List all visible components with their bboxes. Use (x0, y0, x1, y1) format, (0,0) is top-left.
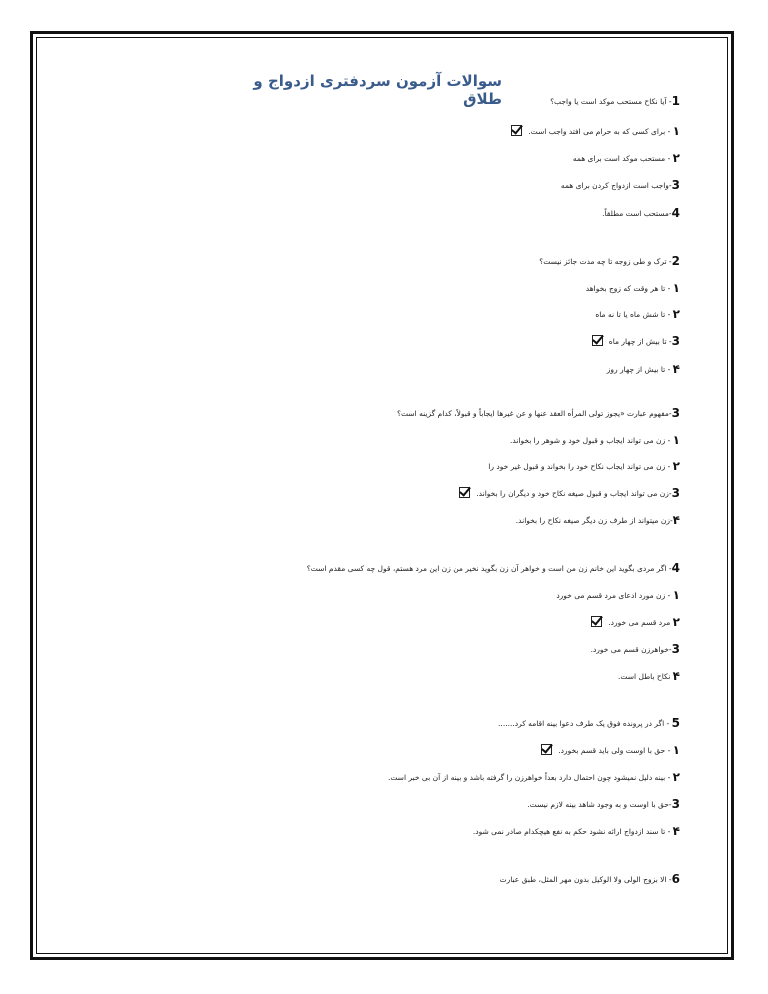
question-6-number: 6 (671, 872, 680, 886)
question-2-option-2 (595, 307, 680, 322)
question-3 (397, 406, 680, 421)
question-5-option-4-number: ۴ (672, 824, 680, 838)
question-5-option-3-number: 3 (671, 797, 680, 811)
question-6 (500, 872, 680, 887)
question-3-option-4 (516, 513, 680, 528)
question-1-option-4 (602, 206, 680, 221)
question-5-option-3-text: -حق با اوست و به وجود شاهد بینه لازم نیست. (527, 800, 672, 809)
question-3-option-1-text: - زن می تواند ایجاب و قبول خود و شوهر را بخواند. (510, 436, 673, 445)
question-3-option-3-text: -زن می تواند ایجاب و قبول صیغه نکاح خود و دیگران را بخواند. (476, 489, 672, 498)
question-1-option-1-text: - برای کسی که به حرام می افتد واجب است. (528, 127, 673, 136)
question-1-option-2-number: ۲ (672, 151, 680, 165)
question-2-option-2-number: ۲ (672, 307, 680, 321)
question-4-option-3 (591, 642, 680, 657)
question-5-option-1 (541, 743, 680, 758)
question-2-text: - ترک و طی زوجه تا چه مدت جائز نیست؟ (539, 257, 672, 266)
question-3-option-3 (459, 486, 680, 501)
question-4 (307, 561, 680, 576)
question-5-option-4-text: - تا سند ازدواج ارائه نشود حکم به نفع هیچکدام صادر نمی شود. (472, 827, 673, 836)
question-1-option-4-number: 4 (671, 206, 680, 220)
question-5-text: - اگر در پرونده فوق یک طرف دعوا بینه اقامه کرد....... (498, 719, 672, 728)
checkbox-checked-icon (541, 744, 552, 755)
question-4-number: 4 (671, 561, 680, 575)
question-3-text: -مفهوم عبارت «یجوز تولی المرأه العقد عنها و عن غیرها ایجاباً و قبولاً، کدام گزینه است؟ (397, 409, 672, 418)
question-3-option-2-text: - زن می تواند ایجاب نکاح خود را بخواند و قبول غیر خود را (488, 462, 673, 471)
question-2-option-2-text: - تا شش ماه یا تا نه ماه (595, 310, 673, 319)
checkbox-checked-icon (592, 335, 603, 346)
question-1-option-4-text: -مستحب است مطلقاً. (602, 209, 672, 218)
question-4-option-3-text: -خواهرزن قسم می خورد. (590, 645, 672, 654)
question-2-option-3-number: 3 (671, 334, 680, 348)
document-title: سوالات آزمون سردفتری ازدواج و طلاق (253, 72, 502, 108)
question-1-option-1 (511, 124, 680, 139)
question-4-text: - اگر مردی بگوید این خانم زن من است و خواهر آن زن بگوید نخیر من زن این مرد هستم، قول چه کسی مقدم است؟ (306, 564, 672, 573)
question-4-option-2-number: ۲ (672, 615, 680, 629)
question-4-option-4-text: نکاح باطل است. (618, 672, 673, 681)
question-2-option-1-number: ۱ (672, 281, 680, 295)
question-1-option-3 (561, 178, 680, 193)
question-2-option-3 (592, 334, 680, 349)
question-4-option-2-text: مرد قسم می خورد. (608, 618, 673, 627)
question-1-text: - آیا نکاح مستحب موکد است یا واجب؟ (550, 97, 672, 106)
question-3-number: 3 (671, 406, 680, 420)
checkbox-checked-icon (591, 616, 602, 627)
question-1-number: 1 (671, 94, 680, 108)
question-3-option-1 (510, 433, 680, 448)
question-4-option-1-number: ۱ (672, 588, 680, 602)
question-3-option-4-number: ۴ (672, 513, 680, 527)
question-5-option-1-number: ۱ (672, 743, 680, 757)
question-6-text: - الا بزوج الولی ولا الوکیل بدون مهر المثل، طبق عبارت (499, 875, 672, 884)
question-5-option-2 (388, 770, 680, 785)
question-4-option-1-text: - زن مورد ادعای مرد قسم می خورد (556, 591, 673, 600)
question-5 (498, 716, 680, 731)
question-5-option-2-text: - بینه دلیل نمیشود چون احتمال دارد بعداً خواهرزن را گرفته باشد و بینه از آن بی خبر است. (387, 773, 673, 782)
question-3-option-2-number: ۲ (672, 459, 680, 473)
question-5-option-3 (527, 797, 680, 812)
question-5-number: 5 (671, 716, 680, 730)
question-2-option-4 (607, 362, 680, 377)
question-2 (539, 254, 680, 269)
checkbox-checked-icon (459, 487, 470, 498)
question-2-number: 2 (671, 254, 680, 268)
question-3-option-2 (488, 459, 680, 474)
question-2-option-4-text: - تا بیش از چهار روز (606, 365, 673, 374)
question-1-option-2 (573, 151, 680, 166)
question-4-option-3-number: 3 (671, 642, 680, 656)
question-5-option-1-text: - حق با اوست ولی باید قسم بخورد. (558, 746, 673, 755)
question-4-option-2 (591, 615, 680, 630)
question-4-option-4 (618, 669, 680, 684)
question-1-option-1-number: ۱ (672, 124, 680, 138)
question-2-option-1-text: - تا هر وقت که زوج بخواهد (585, 284, 673, 293)
question-1-option-3-number: 3 (671, 178, 680, 192)
question-2-option-3-text: - تا بیش از چهار ماه (608, 337, 672, 346)
question-4-option-4-number: ۴ (672, 669, 680, 683)
question-5-option-2-number: ۲ (672, 770, 680, 784)
question-3-option-3-number: 3 (671, 486, 680, 500)
question-5-option-4 (473, 824, 680, 839)
question-3-option-1-number: ۱ (672, 433, 680, 447)
question-2-option-4-number: ۴ (672, 362, 680, 376)
question-1-option-2-text: - مستحب موکد است برای همه (572, 154, 673, 163)
question-2-option-1 (586, 281, 680, 296)
question-3-option-4-text: -زن میتواند از طرف زن دیگر صیغه نکاح را بخواند. (515, 516, 673, 525)
question-4-option-1 (556, 588, 680, 603)
question-1-option-3-text: -واجب است ازدواج کردن برای همه (560, 181, 672, 190)
checkbox-checked-icon (511, 125, 522, 136)
question-1 (550, 94, 680, 109)
